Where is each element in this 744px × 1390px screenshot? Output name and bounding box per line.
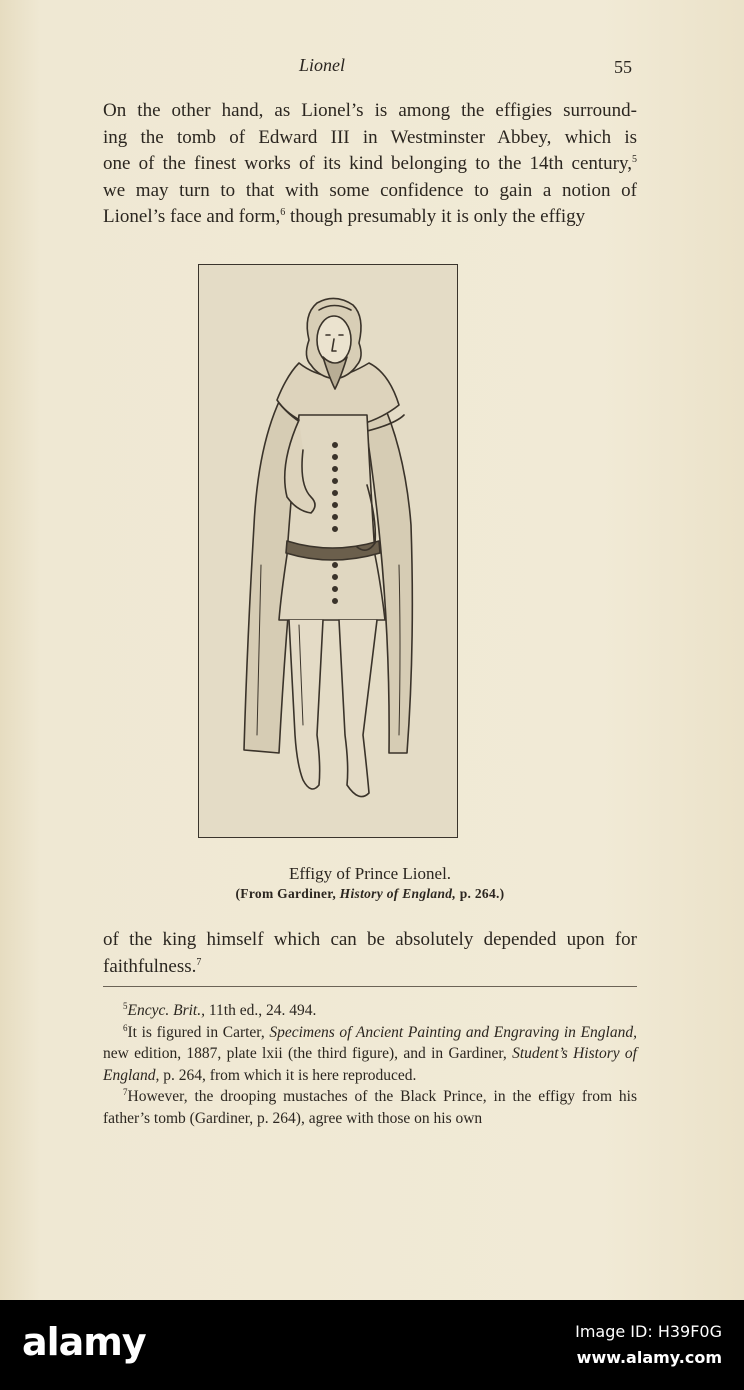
text-line-content: though presumably it is only the effigy (290, 206, 586, 227)
text-line (103, 204, 637, 231)
text-line-content: faithfulness. (103, 955, 197, 977)
chapter-title: Lionel (299, 55, 346, 75)
text-line: On the other hand, as Lionel’s is among the effigies surround- (103, 100, 637, 121)
text-line-content: one of the finest works of its kind belonging to the 14th century, (103, 153, 632, 174)
effigy-illustration (198, 264, 458, 838)
footnote-mark: 6 (123, 1022, 128, 1033)
footnote-ref-6: 6 (280, 207, 286, 218)
footnote-7 (103, 1086, 637, 1129)
brand-logo: alamy (22, 1320, 146, 1364)
figure-source (103, 886, 637, 902)
source-suffix: p. 264.) (456, 886, 505, 901)
source-title: History of England, (339, 886, 457, 901)
footnote-text: However, the drooping mustaches of the Black Prince, in the effigy from his father’s tomb (Gardiner, p. 264), agree with those on his own (103, 1088, 637, 1127)
watermark-banner (0, 1300, 744, 1390)
paragraph-2 (103, 927, 637, 980)
source-prefix: (From Gardiner, (235, 886, 340, 901)
page-number: 55 (614, 57, 632, 77)
text-line: ing the tomb of Edward III in Westminster Abbey, which is (103, 126, 637, 148)
text-line-content: Lionel’s face and form, (103, 206, 281, 227)
paragraph-1 (103, 98, 637, 231)
footnote-text: It is figured in Carter, (127, 1023, 270, 1041)
footnote-text: new edition, 1887, plate lxii (the third figure), and in Gardiner, (103, 1045, 513, 1062)
footnote-title: Student’s History of England, (103, 1045, 637, 1084)
text-line: we may turn to that with some confidence to gain a notion of (103, 179, 637, 201)
footnote-6 (103, 1022, 637, 1087)
footnote-mark: 5 (123, 1001, 128, 1011)
footnote-divider (103, 986, 637, 987)
site-url: www.alamy.com (576, 1348, 722, 1367)
footnote-title: Specimens of Ancient Painting and Engraving in England, (269, 1023, 637, 1041)
footnote-ref-5: 5 (632, 154, 637, 165)
text-line (103, 954, 637, 981)
effigy-drawing (199, 265, 456, 836)
footnote-mark: 7 (123, 1087, 128, 1097)
text-line (103, 151, 637, 178)
text-line: of the king himself which can be absolutely depended upon for (103, 929, 637, 950)
footnote-text: p. 264, from which it is here reproduced. (159, 1066, 417, 1084)
footnote-title: Encyc. Brit., (127, 1002, 205, 1019)
figure-caption: Effigy of Prince Lionel. (288, 864, 452, 883)
image-id: Image ID: H39F0G (575, 1322, 722, 1341)
footnote-text: 11th ed., 24. 494. (204, 1002, 317, 1019)
running-head (0, 55, 744, 83)
footnotes (103, 1000, 637, 1129)
footnote-ref-7: 7 (196, 956, 202, 968)
footnote-5 (103, 1000, 637, 1022)
